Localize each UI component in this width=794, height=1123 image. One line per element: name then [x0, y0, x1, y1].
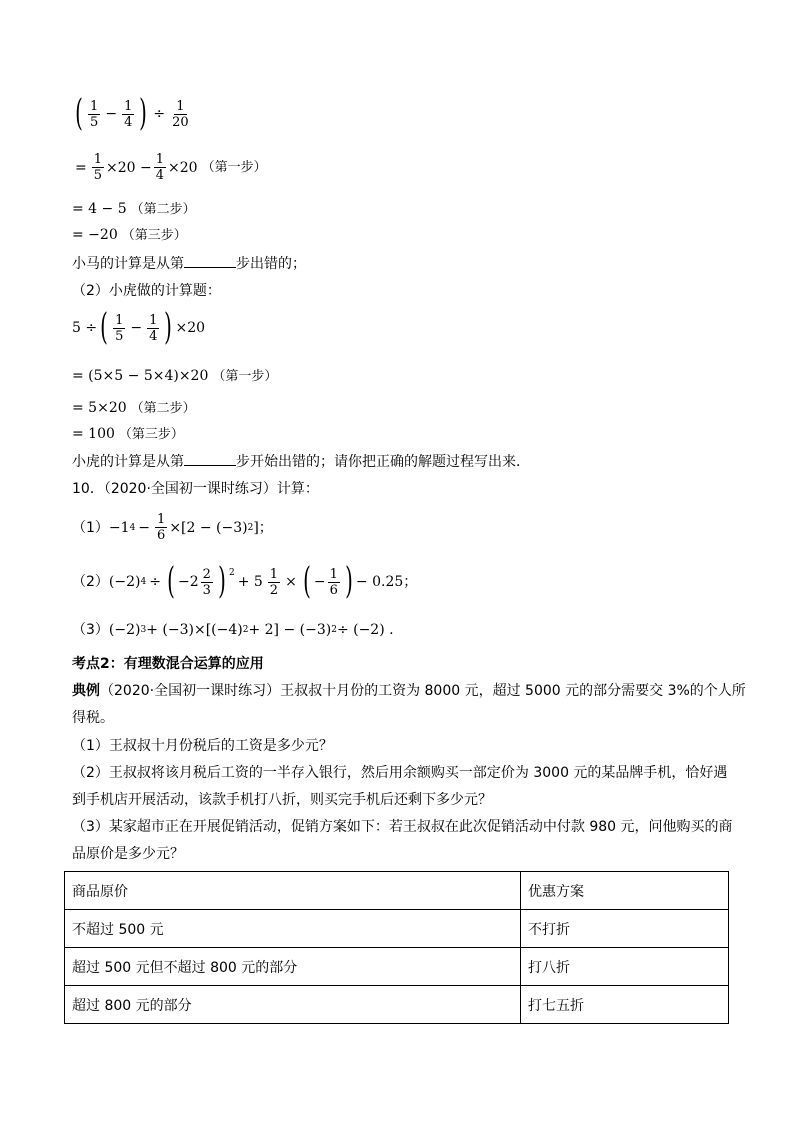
step-2: = 4 − 5 （第二步）: [72, 201, 196, 217]
left-paren: (: [100, 307, 108, 348]
mixed-number: −2 $\frac{2}{3}$: [178, 566, 211, 598]
question-3-line-1: （3）某家超市正在开展促销活动，促销方案如下：若王叔叔在此次促销活动中付款 980 元，问他购买的商: [72, 819, 733, 835]
table-header-cell: 商品原价: [65, 872, 521, 910]
table-cell: 不超过 500 元: [65, 910, 521, 948]
table-cell: 不打折: [521, 910, 729, 948]
example-line: 得税。: [72, 710, 114, 726]
left-paren: (: [167, 561, 175, 602]
fraction: $\frac{1}{5}$: [93, 152, 103, 183]
right-paren: ): [164, 307, 173, 348]
expression-1: ( $\frac{1}{5}$ − $\frac{1}{4}$ ) ÷ $\frac{1}{20}$: [75, 93, 189, 134]
left-paren: (: [75, 93, 83, 134]
fraction: $\frac{1}{5}$: [90, 98, 99, 130]
step-1: = $\frac{1}{5}$ ×20 − $\frac{1}{4}$ ×20 （第一步）: [75, 152, 267, 183]
answer-blank[interactable]: [184, 451, 236, 466]
step-1: = (5×5 − 5×4)×20 （第一步）: [72, 368, 278, 384]
step-2: = 5×20 （第二步）: [72, 400, 196, 416]
right-paren: ): [139, 93, 148, 134]
table-cell: 超过 500 元但不超过 800 元的部分: [65, 948, 521, 986]
section-heading: 考点2：有理数混合运算的应用: [72, 656, 264, 672]
fraction: $\frac{1}{6}$: [329, 566, 338, 598]
exercise-10-title: 10．（2020·全国初一课时练习）计算：: [72, 481, 319, 497]
table-row: [65, 948, 729, 986]
part-2-title: （2）小虎做的计算题：: [72, 283, 221, 299]
step-3: = 100 （第三步）: [72, 426, 184, 442]
discount-table: [64, 871, 729, 1024]
left-paren: (: [302, 561, 311, 602]
table-row: [65, 910, 729, 948]
table-row: [65, 986, 729, 1024]
table-cell: 打八折: [521, 948, 729, 986]
fraction: $\frac{1}{20}$: [172, 98, 189, 130]
table-cell: 超过 800 元的部分: [65, 986, 521, 1024]
question-1: （1）王叔叔十月份税后的工资是多少元？: [72, 738, 333, 754]
right-paren: ): [218, 561, 226, 602]
step-3: = −20 （第三步）: [72, 227, 187, 243]
problem-10-1: （1） −1 4 − $\frac{1}{6}$ ×[2 − (−3) 2 ]；: [72, 512, 273, 543]
table-header-cell: 优惠方案: [521, 872, 729, 910]
fraction: $\frac{1}{2}$: [269, 566, 279, 598]
problem-10-2: （2） (−2) 4 ÷ ( −2 $\frac{2}{3}$ ) $^2$ + 5 $\frac{1}{2}$ × ( − $\frac{1}{6}$ ) − 0.25；: [72, 561, 418, 602]
expression-2: 5 ÷ ( $\frac{1}{5}$ − $\frac{1}{4}$ ) ×20: [72, 307, 206, 348]
problem-10-3: （3） (−2) 3 + (−3)×[(−4) 2 + 2] − (−3) 2 ÷ (−2) .: [72, 622, 394, 638]
question-line: 小马的计算是从第 步出错的；: [72, 253, 306, 274]
question-2-line-2: 到手机店开展活动，该款手机打八折，则买完手机后还剩下多少元？: [72, 792, 492, 808]
fraction: $\frac{1}{6}$: [157, 512, 166, 543]
fraction: $\frac{1}{4}$: [149, 312, 158, 344]
answer-blank[interactable]: [184, 253, 236, 268]
question-line: 小虎的计算是从第 步开始出错的；请你把正确的解题过程写出来．: [72, 451, 530, 472]
table-header-row: [65, 872, 729, 910]
fraction: $\frac{1}{4}$: [124, 98, 133, 130]
question-3-line-2: 品原价是多少元？: [72, 846, 184, 862]
fraction: $\frac{1}{4}$: [155, 152, 165, 183]
example-line: 典例（2020·全国初一课时练习）王叔叔十月份的工资为 8000 元，超过 5000 元的部分需要交 3%的个人所: [72, 683, 746, 699]
question-2-line-1: （2）王叔叔将该月税后工资的一半存入银行，然后用余额购买一部定价为 3000 元的某品牌手机，恰好遇: [72, 765, 728, 781]
right-paren: ): [345, 561, 353, 602]
table-cell: 打七五折: [521, 986, 729, 1024]
fraction: $\frac{1}{5}$: [115, 312, 124, 344]
